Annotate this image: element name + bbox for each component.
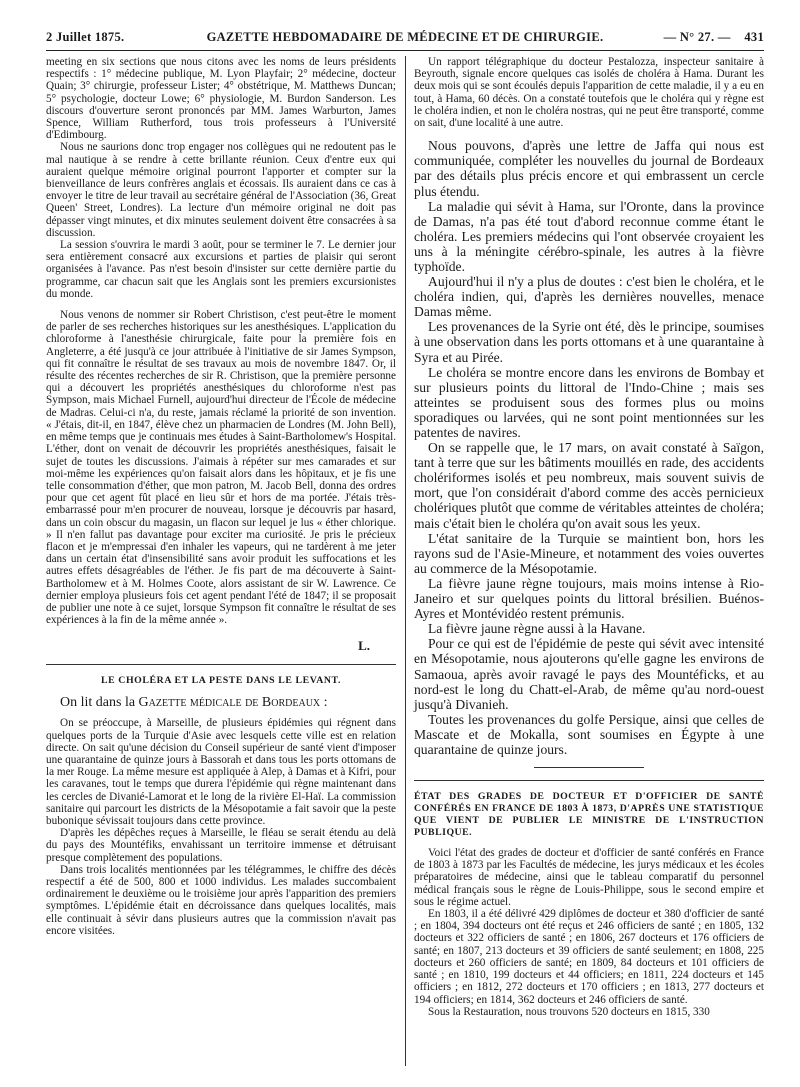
intro-prefix: On lit dans la [60,695,136,711]
paragraph: On se préoccupe, à Marseille, de plusieurs épidémies qui régnent dans quelques ports de la Turquie d'Asie avec lesquels cette ville est en relation directe. On sait qu'une décision du Conseil supérieur de santé vient d'imposer une quarantaine de quinze jours à Bassorah et dans tous les ports ottomans de la mer Rouge. La même mesure est appliquée à Alep, à Damas et à Kifri, pour les caravanes, tout le temps que durera l'épidémie qui règne maintenant dans les cercles de Divanié-Lamorat et le long de la rivière El-Haï. La commission sanitaire qui parcourt les districts de la Mésopotamie a fait savoir que la peste bubonique sévissait toujours dans cette province. [46,717,396,827]
section-title: LE CHOLÉRA ET LA PESTE DANS LE LEVANT. [100,675,342,687]
paragraph: Aujourd'hui il n'y a plus de doutes : c'est bien le choléra, et le choléra indien, qui, d'après les dernières nouvelles, menace Damas même. [414,274,764,320]
paragraph: La fièvre jaune règne toujours, mais moins intense à Rio-Janeiro et sur quelques points du littoral brésilien. Buénos-Ayres et Montévidéo restent prémunis. [414,575,764,622]
column-divider [405,56,406,1066]
paragraph: Sous la Restauration, nous trouvons 520 docteurs en 1815, 330 [428,1005,710,1018]
left-column [46,56,396,937]
section-rule [414,780,764,781]
paragraph: La session s'ouvrira le mardi 3 août, pour se terminer le 7. Le dernier jour sera entièrement consacré aux excursions et parties de plaisir qui seront organisées à l'avance. Pas n'est besoin d'insister sur cette dernière partie du programme, car chacun sait que les Anglais sont les premiers excursionistes du monde. [46,239,396,300]
paragraph: meeting en six sections que nous citons avec les noms de leurs présidents respectifs : 1° médecine publique, M. Lyon Playfair; 2° médecine, docteur Quain; 3° chirurgie, professeur Lister; 4° obstétrique, M. Matthews Duncan; 5° psychologie, docteur Lowe; 6° physiologie, M. Burdon Sanderson. Les discours d'ouverture seront prononcés par MM. James Warburton, James Spence, William Rutherford, tous trois professeurs à l'Université d'Edimbourg. [46,56,396,142]
intro-source: Gazette médicale de Bordeaux : [138,695,328,711]
spacer [414,129,764,138]
paragraph: Les provenances de la Syrie ont été, dès le principe, soumises à une observation dans les ports ottomans et à une quarantaine à Syra et au Pirée. [414,319,764,365]
spacer [46,300,396,309]
paragraph: Nous venons de nommer sir Robert Christison, c'est peut-être le moment de parler de ses recherches historiques sur les anesthésiques. L'application du chloroforme à l'anesthésie chirurgicale, faite pour la première fois en Angleterre, a été jusqu'à ce jour attribuée à l'initiative de sir James Sympson, qui fit connaître le résultat de ses travaux au mois de novembre 1847. Or, il résulte des récentes recherches de sir R. Christison, que la première personne qui a découvert les propriétés anesthésiques du chloroforme n'est pas Sympson, mais Michael Furnell, aujourd'hui directeur de l'École de médecine de Madras. Celui-ci n'a, du reste, jamais réclamé la priorité de son invention. « J'étais, dit-il, en 1847, élève chez un pharmacien de Londres (M. John Bell), en même temps que je continuais mes études à Saint-Bartholomew's Hospital. L'éther, dont on venait de découvrir les propriétés anesthésiques, faisait le sujet de toutes les discussions. J'aimais à répéter sur mes camarades et sur moi-même les expériences qu'on faisait alors dans les hôpitaux, et je fis une telle consommation d'éther, que mon patron, M. Jacob Bell, donna des ordres pour que cet agent fût placé en lieu sûr et hors de ma portée. J'étais très-embarrassé pour m'en procurer de nouveau, lorsque je découvris par hasard, dans un coin obscur du magasin, un flacon sur lequel je lus « éther chlorique. » Il n'en fallut pas davantage pour exciter ma curiosité. Je pris le précieux flacon et je m'empressai d'en inhaler les vapeurs, qui ne tardèrent à me jeter dans un certain état d'insensibilité sans avoir produit les suffocations et les autres effets désagréables de l'éther. Je fis part de ma découverte à Saint-Bartholomew et à M. Holmes Coote, alors assistant de sir W. Lawrence. Ce dernier employa plusieurs fois cet agent pendant l'été de 1847; il se proposait de publier une note à ce sujet, lorsque Sympson fit connaître le résultat de ses expériences à la fin de la même année ». [46,309,396,627]
section-intro [46,694,396,711]
paragraph: La fièvre jaune règne aussi à la Havane. [428,621,646,637]
paragraph: Dans trois localités mentionnées par les télégrammes, le chiffre des décès respectif a été de 500, 800 et 1000 individus. Les malades succombaient ordinairement le deuxième ou le troisième jour après l'apparition des premiers symptômes. L'épidémie était en décroissance dans quelques localités, mais elle continuait à sévir dans plusieurs autres que la commission n'avait pas encore visitées. [46,863,396,937]
right-column [414,56,764,1018]
paragraph: La maladie qui sévit à Hama, sur l'Oronte, dans la province de Damas, n'a pas été tout d'abord reconnue comme étant le choléra. Les premiers médecins qui l'ont observée croyaient les uns à la méningite cérébro-spinale, les autres à la fièvre typhoïde. [414,198,764,274]
paragraph: L'état sanitaire de la Turquie se maintient bon, hors les rayons sud de l'Asie-Mineure, et notamment des voies ouvertes au commerce de la Mésopotamie. [414,530,764,576]
section-rule [46,664,396,665]
section-rule [534,767,644,768]
paragraph: Toutes les provenances du golfe Persique, ainsi que celles de Mascate et de Mokalla, sont soumises en Égypte à une quarantaine de quinze jours. [414,711,764,757]
paragraph: Voici l'état des grades de docteur et d'officier de santé conférés en France de 1803 à 1873 par les Facultés de médecine, les jurys médicaux et les écoles préparatoires de médecine, ainsi que le tableau comparatif du personnel médical français sous le règne de Louis-Philippe, sous le second empire et sous le régime actuel. [414,847,764,908]
header-date: 2 Juillet 1875. [46,30,125,44]
section-title: ÉTAT DES GRADES DE DOCTEUR ET D'OFFICIER DE SANTÉ CONFÉRÉS EN FRANCE DE 1803 À 1873, D'APRÈS UNE STATISTIQUE QUE VIENT DE PUBLIER LE MINISTRE DE L'INSTRUCTION PUBLIQUE. [414,791,764,839]
paragraph: On se rappelle que, le 17 mars, on avait constaté à Saïgon, tant à terre que sur les bâtiments mouillés en rade, des accidents cholériformes isolés et peu nombreux, mais souvent suivis de mort, que l'on considérait d'abord comme des accès pernicieux cholériques plutôt que comme de véritables atteintes de choléra; mais c'était bien le choléra qu'on avait sous les yeux. [414,440,764,531]
header-issue-page [664,30,764,45]
journal-title: GAZETTE HEBDOMADAIRE DE MÉDECINE ET DE CHIRURGIE. [206,30,604,44]
paragraph: En 1803, il a été délivré 429 diplômes de docteur et 380 d'officier de santé ; en 1804, 394 docteurs ont été reçus et 246 officiers de santé ; en 1805, 132 docteurs et 322 officiers de santé ; en 1806, 267 docteurs et 176 officiers de santé; en 1807, 213 docteurs et 39 officiers de santé seulement; en 1808, 225 docteurs et 260 officiers de santé; en 1809, 84 docteurs et 101 officiers de santé ; en 1810, 199 docteurs et 44 officiers; en 1811, 224 docteurs et 145 officiers ; en 1812, 272 docteurs et 170 officiers ; en 1813, 277 docteurs et 194 officiers; en 1814, 362 docteurs et 246 officiers de santé. [414,908,764,1006]
author-signature: L. [358,638,370,654]
paragraph: Le choléra se montre encore dans les environs de Bombay et sur plusieurs points du littoral de l'Indo-Chine ; mais ses atteintes se produisent sous des formes plus ou moins sporadiques ou larvées, qui ne sont point mentionnées sur les patentes de navires. [414,364,764,440]
issue-number: — N° 27. — [663,30,731,44]
page-header [46,30,764,48]
paragraph: Pour ce qui est de l'épidémie de peste qui sévit avec intensité en Mésopotamie, nous ajouterons qu'elle gagne les environs de Samaoua, après avoir ravagé le pays des Mountéficks, et au nord-est le long du Chatt-el-Arab, de même qu'au nord-ouest jusqu'à Divanieh. [414,636,764,712]
paragraph: Nous pouvons, d'après une lettre de Jaffa qui nous est communiquée, compléter les nouvelles du journal de Bordeaux par des détails plus précis encore et qui embrassent un cercle plus étendu. [414,138,764,199]
paragraph: D'après les dépêches reçues à Marseille, le fléau se serait étendu au delà du pays des Mountéfiks, envahissant un territoire immense et détruisant presque complètement des populations. [46,827,396,864]
page-number: 431 [744,30,764,44]
paragraph: Un rapport télégraphique du docteur Pestalozza, inspecteur sanitaire à Beyrouth, signale encore quelques cas isolés de choléra à Hama. Durant les deux mois qui se sont écoulés depuis l'apparition de cette maladie, il y a eu en tout, à Hama, 60 décès. On a constaté toutefois que le choléra qui y règne est le choléra indien, et non le choléra nostras, qui ne peut être transporté, comme on sait, d'une localité à une autre. [414,56,764,130]
paragraph: Nous ne saurions donc trop engager nos collègues qui ne redoutent pas le mal nautique à se rendre à cette brillante réunion. Ceux d'entre eux qui auraient quelque mémoire original pourront l'apporter et compter sur la bienveillance de leurs confrères anglais et écossais. Ils auraient dans ce cas à envoyer le titre de leur travail au secrétaire général de l'Association (36, Great Queen' Street, Londres). La lecture d'un mémoire original ne doit pas dépasser vingt minutes, et dix minutes seulement doivent être consacrées à sa discussion. [46,141,396,239]
header-rule [46,50,764,51]
